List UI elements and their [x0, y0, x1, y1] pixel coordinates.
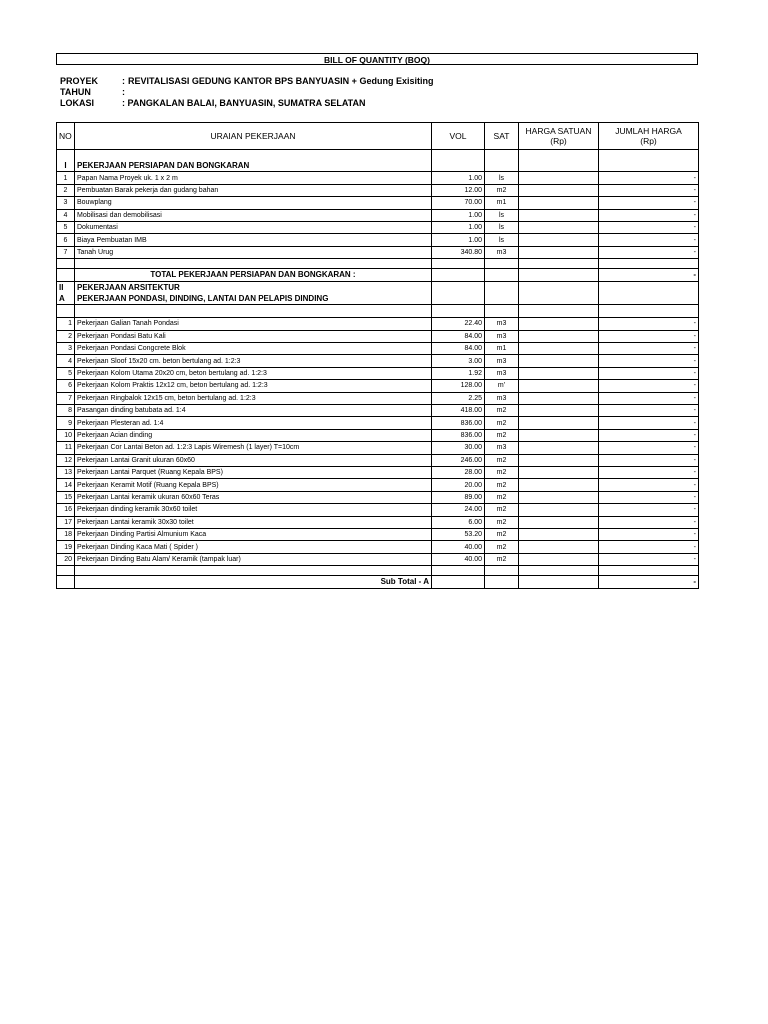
header-jumlah-harga-label: JUMLAH HARGA: [615, 126, 682, 136]
tahun-colon: :: [122, 87, 125, 97]
item-sat: m2: [485, 429, 519, 441]
item-harga-satuan: [519, 318, 599, 330]
item-sat: m2: [485, 417, 519, 429]
table-row: [57, 516, 699, 528]
item-vol: 22.40: [432, 318, 485, 330]
item-sat: m3: [485, 355, 519, 367]
item-harga-satuan: [519, 343, 599, 355]
proyek-value: REVITALISASI GEDUNG KANTOR BPS BANYUASIN + Gedung Exisiting: [128, 76, 434, 86]
section-code: II: [57, 281, 75, 293]
empty-cell: [599, 160, 699, 172]
item-harga-satuan: [519, 417, 599, 429]
item-desc: Pekerjaan Lantai Parquet (Ruang Kepala BPS): [75, 466, 432, 478]
item-vol: 2.25: [432, 392, 485, 404]
empty-cell: [485, 576, 519, 588]
item-no: 1: [57, 318, 75, 330]
item-jumlah-harga: -: [599, 318, 699, 330]
table-row: [57, 528, 699, 540]
header-harga-satuan-unit: (Rp): [550, 136, 567, 146]
item-harga-satuan: [519, 454, 599, 466]
header-vol: VOL: [432, 123, 485, 150]
item-jumlah-harga: -: [599, 491, 699, 503]
item-no: 7: [57, 246, 75, 258]
item-vol: 1.00: [432, 221, 485, 233]
empty-cell: [519, 305, 599, 318]
empty-cell: [75, 150, 432, 161]
table-row: [57, 330, 699, 342]
total-row: [57, 269, 699, 281]
table-row: [57, 221, 699, 233]
item-vol: 340.80: [432, 246, 485, 258]
item-sat: m2: [485, 184, 519, 196]
item-jumlah-harga: -: [599, 197, 699, 209]
item-desc: Pekerjaan Pondasi Batu Kali: [75, 330, 432, 342]
empty-cell: [485, 160, 519, 172]
item-no: 13: [57, 466, 75, 478]
item-desc: Pekerjaan Lantai Granit ukuran 60x60: [75, 454, 432, 466]
item-desc: Mobilisasi dan demobilisasi: [75, 209, 432, 221]
item-jumlah-harga: -: [599, 479, 699, 491]
empty-cell: [599, 566, 699, 576]
table-row: [57, 504, 699, 516]
empty-cell: [432, 269, 485, 281]
header-jumlah-harga-unit: (Rp): [640, 136, 657, 146]
item-no: 6: [57, 380, 75, 392]
item-sat: m2: [485, 405, 519, 417]
empty-cell: [519, 259, 599, 269]
item-vol: 70.00: [432, 197, 485, 209]
item-desc: Pekerjaan Kolom Praktis 12x12 cm, beton bertulang ad. 1:2:3: [75, 380, 432, 392]
item-desc: Pekerjaan Cor Lantai Beton ad. 1:2:3 Lapis Wiremesh (1 layer) T=10cm: [75, 442, 432, 454]
item-sat: ls: [485, 221, 519, 233]
item-no: 3: [57, 197, 75, 209]
header-jumlah-harga: [599, 123, 699, 150]
table-row: [57, 355, 699, 367]
item-harga-satuan: [519, 380, 599, 392]
item-no: 1: [57, 172, 75, 184]
empty-cell: [485, 305, 519, 318]
table-row: [57, 392, 699, 404]
table-row: [57, 442, 699, 454]
lokasi-label: LOKASI: [60, 98, 95, 108]
item-vol: 1.92: [432, 367, 485, 379]
item-sat: ls: [485, 209, 519, 221]
subsection-title: PEKERJAAN PONDASI, DINDING, LANTAI DAN PELAPIS DINDING: [75, 293, 432, 305]
item-harga-satuan: [519, 246, 599, 258]
empty-cell: [432, 305, 485, 318]
proyek-label: PROYEK: [60, 76, 99, 86]
subtotal-row: [57, 576, 699, 588]
empty-cell: [432, 576, 485, 588]
empty-cell: [485, 259, 519, 269]
item-no: 14: [57, 479, 75, 491]
item-vol: 53.20: [432, 528, 485, 540]
section-row: [57, 281, 699, 293]
item-vol: 1.00: [432, 172, 485, 184]
lokasi-value: : PANGKALAN BALAI, BANYUASIN, SUMATRA SELATAN: [122, 98, 366, 108]
item-vol: 836.00: [432, 429, 485, 441]
item-desc: Pekerjaan Dinding Kaca Mati ( Spider ): [75, 541, 432, 553]
empty-cell: [432, 566, 485, 576]
item-no: 20: [57, 553, 75, 565]
item-jumlah-harga: -: [599, 442, 699, 454]
item-vol: 40.00: [432, 553, 485, 565]
item-no: 17: [57, 516, 75, 528]
item-no: 4: [57, 209, 75, 221]
item-desc: Pekerjaan Plesteran ad. 1:4: [75, 417, 432, 429]
item-desc: Tanah Urug: [75, 246, 432, 258]
item-sat: m2: [485, 454, 519, 466]
item-desc: Dokumentasi: [75, 221, 432, 233]
item-jumlah-harga: -: [599, 380, 699, 392]
item-jumlah-harga: -: [599, 417, 699, 429]
item-harga-satuan: [519, 330, 599, 342]
item-desc: Pekerjaan Lantai keramik ukuran 60x60 Teras: [75, 491, 432, 503]
empty-cell: [57, 269, 75, 281]
item-harga-satuan: [519, 466, 599, 478]
item-sat: m2: [485, 504, 519, 516]
item-no: 5: [57, 221, 75, 233]
item-sat: m2: [485, 541, 519, 553]
item-harga-satuan: [519, 479, 599, 491]
item-harga-satuan: [519, 553, 599, 565]
item-no: 10: [57, 429, 75, 441]
item-harga-satuan: [519, 528, 599, 540]
item-no: 11: [57, 442, 75, 454]
table-row: [57, 246, 699, 258]
item-harga-satuan: [519, 429, 599, 441]
item-jumlah-harga: -: [599, 172, 699, 184]
section-code: I: [57, 160, 75, 172]
item-vol: 418.00: [432, 405, 485, 417]
total-value: -: [599, 269, 699, 281]
empty-cell: [75, 566, 432, 576]
item-no: 16: [57, 504, 75, 516]
item-harga-satuan: [519, 541, 599, 553]
item-no: 9: [57, 417, 75, 429]
item-jumlah-harga: -: [599, 541, 699, 553]
item-vol: 1.00: [432, 234, 485, 246]
table-row: [57, 491, 699, 503]
item-desc: Papan Nama Proyek uk. 1 x 2 m: [75, 172, 432, 184]
header-no: NO: [57, 123, 75, 150]
item-vol: 6.00: [432, 516, 485, 528]
subsection-row: [57, 293, 699, 305]
empty-cell: [485, 281, 519, 293]
item-sat: m3: [485, 246, 519, 258]
empty-cell: [599, 305, 699, 318]
item-jumlah-harga: -: [599, 429, 699, 441]
item-harga-satuan: [519, 221, 599, 233]
item-desc: Pekerjaan Keramit Motif (Ruang Kepala BPS): [75, 479, 432, 491]
table-row: [57, 209, 699, 221]
total-label: TOTAL PEKERJAAN PERSIAPAN DAN BONGKARAN :: [75, 269, 432, 281]
table-row: [57, 380, 699, 392]
item-vol: 3.00: [432, 355, 485, 367]
empty-cell: [519, 281, 599, 293]
subtotal-label: Sub Total - A: [75, 576, 432, 588]
spacer-row: [57, 566, 699, 576]
item-jumlah-harga: -: [599, 516, 699, 528]
spacer-row: [57, 150, 699, 161]
spacer-row: [57, 305, 699, 318]
item-harga-satuan: [519, 442, 599, 454]
item-jumlah-harga: -: [599, 330, 699, 342]
item-sat: m2: [485, 528, 519, 540]
empty-cell: [75, 305, 432, 318]
item-vol: 84.00: [432, 330, 485, 342]
table-row: [57, 553, 699, 565]
table-row: [57, 405, 699, 417]
item-no: 7: [57, 392, 75, 404]
item-vol: 40.00: [432, 541, 485, 553]
item-harga-satuan: [519, 355, 599, 367]
empty-cell: [599, 259, 699, 269]
item-no: 2: [57, 330, 75, 342]
item-desc: Pekerjaan Lantai keramik 30x30 toilet: [75, 516, 432, 528]
empty-cell: [485, 293, 519, 305]
item-vol: 836.00: [432, 417, 485, 429]
item-jumlah-harga: -: [599, 221, 699, 233]
item-vol: 89.00: [432, 491, 485, 503]
item-vol: 30.00: [432, 442, 485, 454]
empty-cell: [432, 150, 485, 161]
item-harga-satuan: [519, 405, 599, 417]
item-desc: Pembuatan Barak pekerja dan gudang bahan: [75, 184, 432, 196]
item-no: 12: [57, 454, 75, 466]
table-row: [57, 541, 699, 553]
section-title: PEKERJAAN PERSIAPAN DAN BONGKARAN: [75, 160, 432, 172]
table-header: [57, 123, 699, 150]
empty-cell: [75, 259, 432, 269]
header-harga-satuan: [519, 123, 599, 150]
item-desc: Pekerjaan Pondasi Congcrete Blok: [75, 343, 432, 355]
item-sat: m': [485, 380, 519, 392]
empty-cell: [519, 150, 599, 161]
empty-cell: [57, 305, 75, 318]
item-desc: Pekerjaan dinding keramik 30x60 toilet: [75, 504, 432, 516]
item-jumlah-harga: -: [599, 504, 699, 516]
item-vol: 128.00: [432, 380, 485, 392]
table-row: [57, 184, 699, 196]
tahun-label: TAHUN: [60, 87, 91, 97]
item-harga-satuan: [519, 367, 599, 379]
item-sat: ls: [485, 234, 519, 246]
item-desc: Pasangan dinding batubata ad. 1:4: [75, 405, 432, 417]
item-desc: Pekerjaan Kolom Utama 20x20 cm, beton bertulang ad. 1:2:3: [75, 367, 432, 379]
item-jumlah-harga: -: [599, 392, 699, 404]
empty-cell: [519, 576, 599, 588]
table-row: [57, 479, 699, 491]
item-desc: Pekerjaan Sloof 15x20 cm. beton bertulang ad. 1:2:3: [75, 355, 432, 367]
empty-cell: [57, 576, 75, 588]
item-no: 15: [57, 491, 75, 503]
empty-cell: [57, 150, 75, 161]
item-sat: m1: [485, 343, 519, 355]
item-desc: Pekerjaan Dinding Batu Alam/ Keramik (tampak luar): [75, 553, 432, 565]
empty-cell: [432, 293, 485, 305]
table-row: [57, 197, 699, 209]
empty-cell: [432, 160, 485, 172]
item-jumlah-harga: -: [599, 343, 699, 355]
item-jumlah-harga: -: [599, 209, 699, 221]
item-harga-satuan: [519, 197, 599, 209]
empty-cell: [519, 293, 599, 305]
empty-cell: [432, 259, 485, 269]
item-jumlah-harga: -: [599, 528, 699, 540]
section-title: PEKERJAAN ARSITEKTUR: [75, 281, 432, 293]
item-no: 8: [57, 405, 75, 417]
boq-table: [56, 122, 699, 589]
subsection-code: A: [57, 293, 75, 305]
empty-cell: [599, 293, 699, 305]
item-sat: m3: [485, 318, 519, 330]
item-jumlah-harga: -: [599, 234, 699, 246]
item-jumlah-harga: -: [599, 184, 699, 196]
table-row: [57, 172, 699, 184]
item-jumlah-harga: -: [599, 454, 699, 466]
item-harga-satuan: [519, 392, 599, 404]
item-no: 19: [57, 541, 75, 553]
empty-cell: [485, 150, 519, 161]
item-desc: Bouwplang: [75, 197, 432, 209]
item-vol: 12.00: [432, 184, 485, 196]
item-vol: 1.00: [432, 209, 485, 221]
item-no: 3: [57, 343, 75, 355]
proyek-colon: :: [122, 76, 125, 86]
empty-cell: [599, 150, 699, 161]
item-vol: 246.00: [432, 454, 485, 466]
item-vol: 24.00: [432, 504, 485, 516]
item-harga-satuan: [519, 209, 599, 221]
item-no: 6: [57, 234, 75, 246]
spacer-row: [57, 259, 699, 269]
item-desc: Pekerjaan Acian dinding: [75, 429, 432, 441]
item-harga-satuan: [519, 491, 599, 503]
item-jumlah-harga: -: [599, 367, 699, 379]
item-sat: m2: [485, 553, 519, 565]
table-row: [57, 417, 699, 429]
table-row: [57, 429, 699, 441]
item-desc: Biaya Pembuatan IMB: [75, 234, 432, 246]
subtotal-value: -: [599, 576, 699, 588]
section-row: [57, 160, 699, 172]
header-sat: SAT: [485, 123, 519, 150]
table-row: [57, 466, 699, 478]
empty-cell: [485, 269, 519, 281]
table-row: [57, 454, 699, 466]
item-sat: m3: [485, 367, 519, 379]
item-jumlah-harga: -: [599, 553, 699, 565]
item-jumlah-harga: -: [599, 405, 699, 417]
item-jumlah-harga: -: [599, 246, 699, 258]
empty-cell: [519, 566, 599, 576]
empty-cell: [485, 566, 519, 576]
item-sat: m2: [485, 466, 519, 478]
item-jumlah-harga: -: [599, 466, 699, 478]
item-harga-satuan: [519, 516, 599, 528]
item-sat: m2: [485, 516, 519, 528]
empty-cell: [519, 160, 599, 172]
empty-cell: [519, 269, 599, 281]
item-harga-satuan: [519, 172, 599, 184]
empty-cell: [57, 259, 75, 269]
item-sat: m3: [485, 330, 519, 342]
item-sat: m2: [485, 479, 519, 491]
item-no: 2: [57, 184, 75, 196]
table-row: [57, 343, 699, 355]
item-sat: m2: [485, 491, 519, 503]
header-harga-satuan-label: HARGA SATUAN: [525, 126, 592, 136]
document-title: BILL OF QUANTITY (BOQ): [56, 53, 698, 65]
empty-cell: [599, 281, 699, 293]
item-desc: Pekerjaan Galian Tanah Pondasi: [75, 318, 432, 330]
table-row: [57, 367, 699, 379]
item-sat: ls: [485, 172, 519, 184]
item-vol: 20.00: [432, 479, 485, 491]
item-desc: Pekerjaan Dinding Partisi Almunium Kaca: [75, 528, 432, 540]
empty-cell: [57, 566, 75, 576]
item-harga-satuan: [519, 504, 599, 516]
table-row: [57, 318, 699, 330]
item-sat: m3: [485, 392, 519, 404]
header-uraian: URAIAN PEKERJAAN: [75, 123, 432, 150]
item-jumlah-harga: -: [599, 355, 699, 367]
item-harga-satuan: [519, 184, 599, 196]
item-sat: m3: [485, 442, 519, 454]
item-vol: 84.00: [432, 343, 485, 355]
table-row: [57, 234, 699, 246]
empty-cell: [432, 281, 485, 293]
item-no: 18: [57, 528, 75, 540]
item-sat: m1: [485, 197, 519, 209]
item-vol: 28.00: [432, 466, 485, 478]
item-no: 4: [57, 355, 75, 367]
item-no: 5: [57, 367, 75, 379]
item-desc: Pekerjaan Ringbalok 12x15 cm, beton bertulang ad. 1:2:3: [75, 392, 432, 404]
item-harga-satuan: [519, 234, 599, 246]
